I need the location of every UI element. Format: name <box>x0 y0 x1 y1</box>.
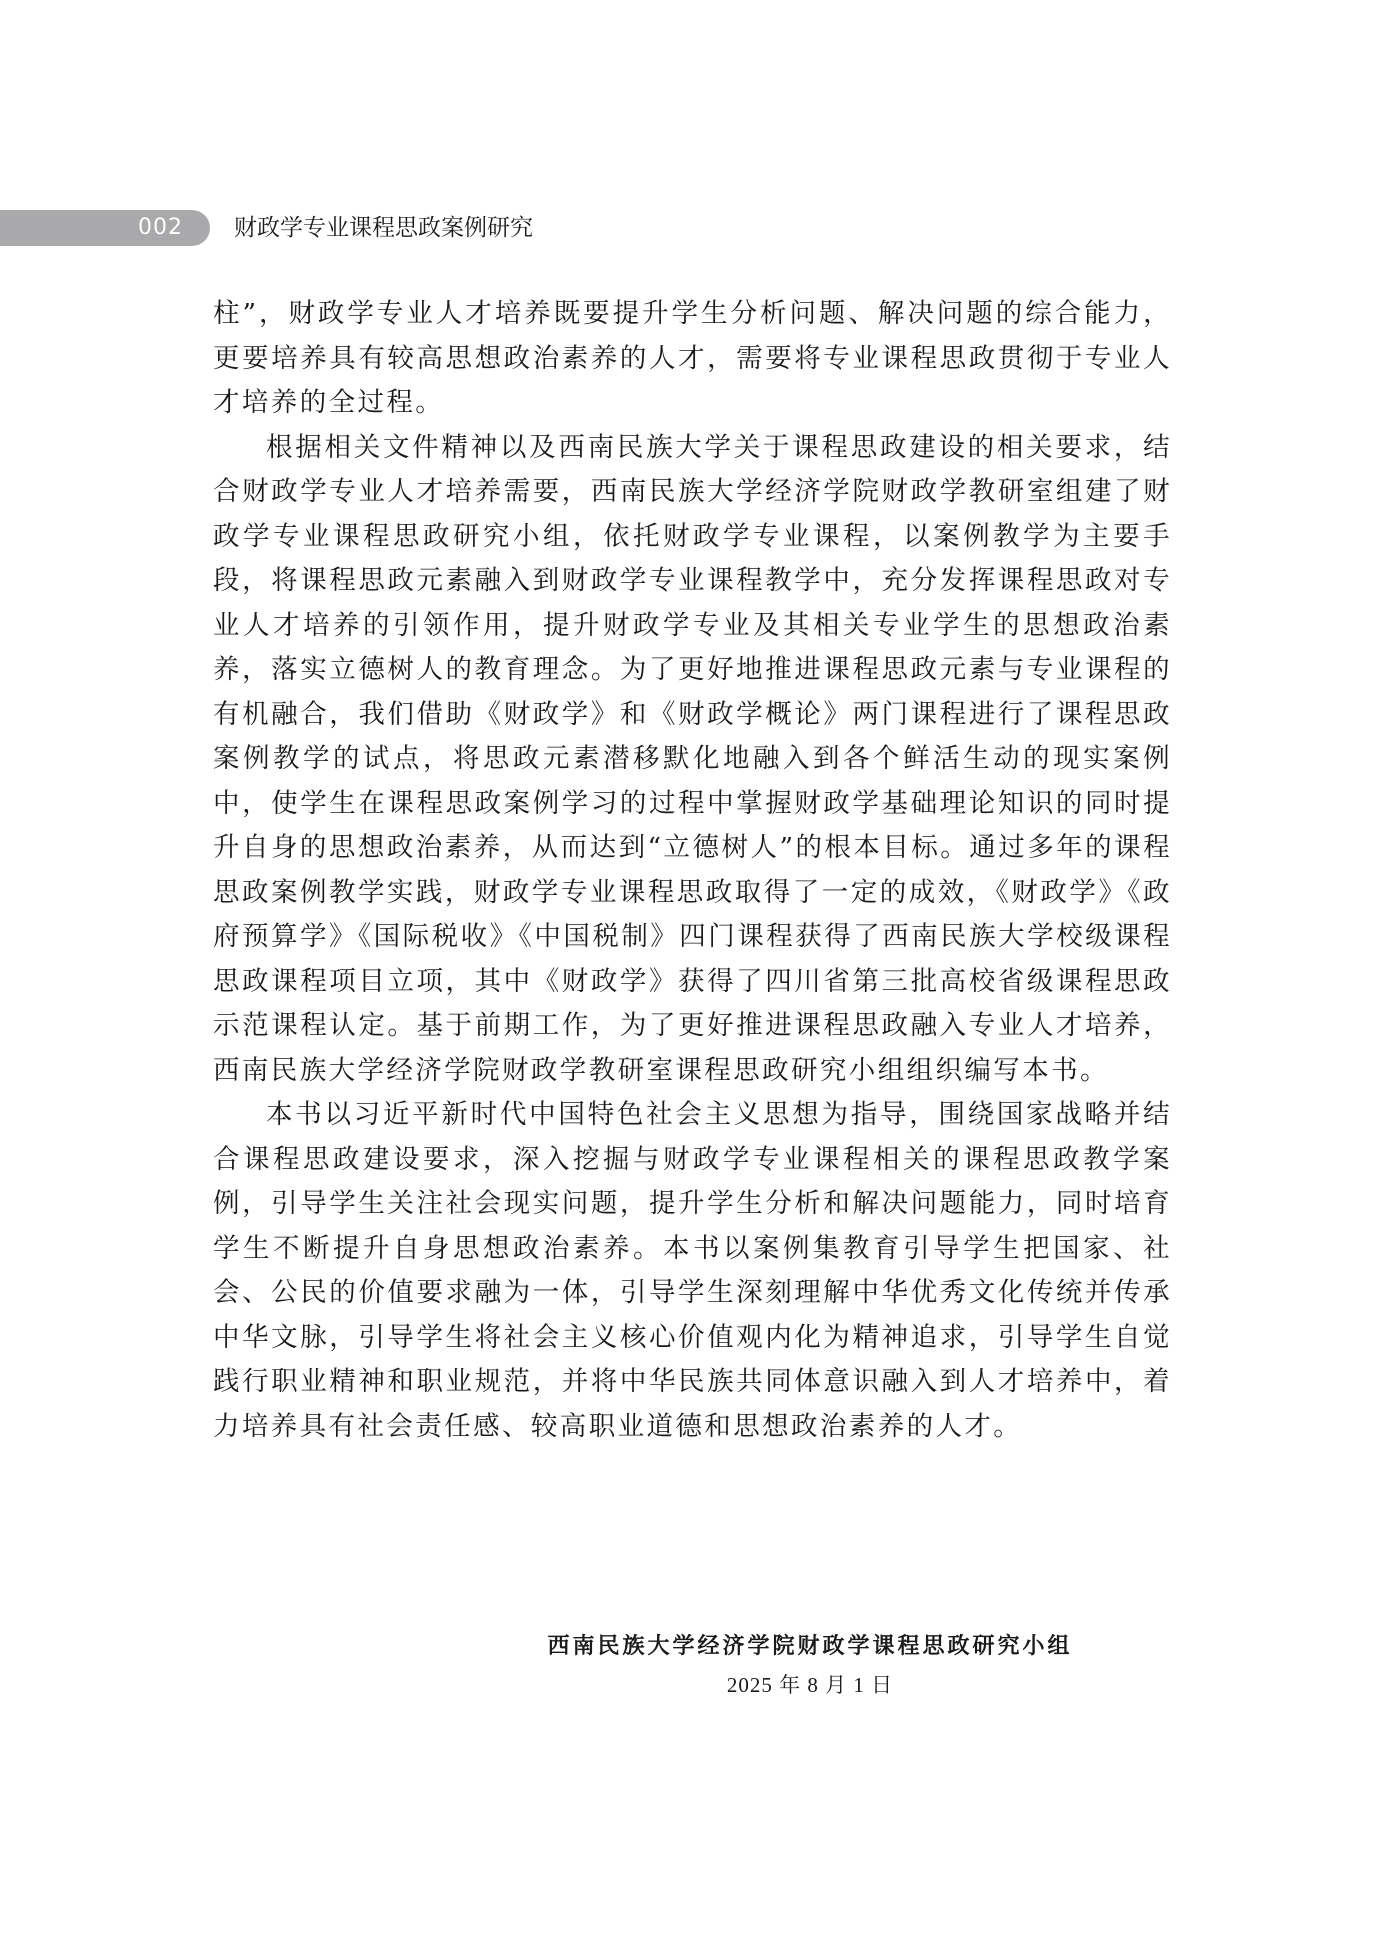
paragraph-book-purpose: 本书以习近平新时代中国特色社会主义思想为指导，围绕国家战略并结合课程思政建设要求，深入挖掘与财政学专业课程相关的课程思政教学案例，引导学生关注社会现实问题，提升学生分析和解决问题能力，同时培育学生不断提升自身思想政治素养。本书以案例集教育引导学生把国家、社会、公民的价值要求融为一体，引导学生深刻理解中华优秀文化传统并传承中华文脉，引导学生将社会主义核心价值观内化为精神追求，引导学生自觉践行职业精神和职业规范，并将中华民族共同体意识融入到人才培养中，着力培养具有社会责任感、较高职业道德和思想政治素养的人才。 <box>213 1099 1172 1442</box>
body-text <box>213 292 1172 1449</box>
page-number: 002 <box>138 215 183 240</box>
paragraph-continuation: 柱”，财政学专业人才培养既要提升学生分析问题、解决问题的综合能力，更要培养具有较高思想政治素养的人才，需要将专业课程思政贯彻于专业人才培养的全过程。 <box>213 298 1172 418</box>
running-title: 财政学专业课程思政案例研究 <box>234 215 533 241</box>
paragraph-background: 根据相关文件精神以及西南民族大学关于课程思政建设的相关要求，结合财政学专业人才培养需要，西南民族大学经济学院财政学教研室组建了财政学专业课程思政研究小组，依托财政学专业课程，以案例教学为主要手段，将课程思政元素融入到财政学专业课程教学中，充分发挥课程思政对专业人才培养的引领作用，提升财政学专业及其相关专业学生的思想政治素养，落实立德树人的教育理念。为了更好地推进课程思政元素与专业课程的有机融合，我们借助《财政学》和《财政学概论》两门课程进行了课程思政案例教学的试点，将思政元素潜移默化地融入到各个鲜活生动的现实案例中，使学生在课程思政案例学习的过程中掌握财政学基础理论知识的同时提升自身的思想政治素养，从而达到“立德树人”的根本目标。通过多年的课程思政案例教学实践，财政学专业课程思政取得了一定的成效，《财政学》《政府预算学》《国际税收》《中国税制》四门课程获得了西南民族大学校级课程思政课程项目立项，其中《财政学》获得了四川省第三批高校省级课程思政示范课程认定。基于前期工作，为了更好推进课程思政融入专业人才培养，西南民族大学经济学院财政学教研室课程思政研究小组组织编写本书。 <box>213 431 1172 1086</box>
signature-date: 2025 年 8 月 1 日 <box>726 1673 894 1697</box>
author-signature: 西南民族大学经济学院财政学课程思政研究小组 <box>547 1633 1073 1659</box>
